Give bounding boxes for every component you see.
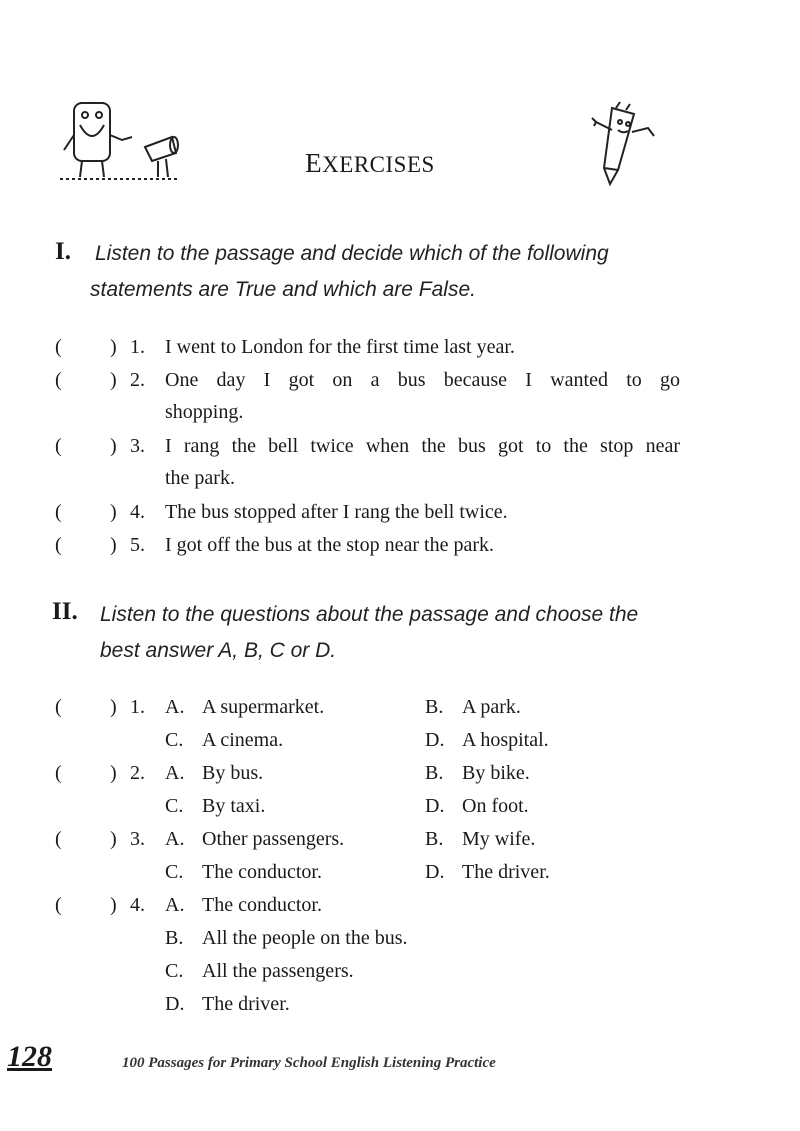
answer-blank-close: ) [110, 336, 117, 358]
option-text: By bus. [202, 762, 264, 784]
answer-blank-close: ) [110, 534, 117, 556]
statement-text: the park. [165, 467, 235, 489]
option-letter: D. [425, 861, 445, 883]
option-letter: A. [165, 894, 185, 916]
question-number: 3. [130, 828, 145, 850]
answer-blank-close: ) [110, 435, 117, 457]
answer-blank-open: ( [55, 534, 62, 556]
statement-text: I went to London for the first time last year. [165, 336, 515, 358]
option-letter: C. [165, 960, 184, 982]
answer-blank-open: ( [55, 696, 62, 718]
option-letter: C. [165, 795, 184, 817]
statement-text: shopping. [165, 401, 244, 423]
page-title: EXERCISES [305, 148, 435, 178]
option-text: My wife. [462, 828, 536, 850]
option-letter: B. [425, 696, 444, 718]
question-number: 2. [130, 762, 145, 784]
answer-blank-close: ) [110, 894, 117, 916]
answer-blank-close: ) [110, 369, 117, 391]
item-number: 2. [130, 369, 145, 391]
option-letter: B. [425, 762, 444, 784]
option-text: The conductor. [202, 894, 322, 916]
option-text: The conductor. [202, 861, 322, 883]
answer-blank-open: ( [55, 369, 62, 391]
option-letter: A. [165, 696, 185, 718]
option-text: The driver. [202, 993, 290, 1015]
option-text: A hospital. [462, 729, 549, 751]
statement-text: The bus stopped after I rang the bell twice. [165, 501, 508, 523]
section-number: I. [55, 238, 71, 265]
option-letter: C. [165, 861, 184, 883]
section-instruction: best answer A, B, C or D. [100, 639, 337, 662]
section-instruction: statements are True and which are False. [90, 278, 476, 301]
answer-blank-open: ( [55, 828, 62, 850]
statement-text: I rang the bell twice when the bus got to the stop near [165, 435, 680, 457]
question-number: 1. [130, 696, 145, 718]
option-text: All the passengers. [202, 960, 354, 982]
answer-blank-close: ) [110, 762, 117, 784]
statement-text: One day I got on a bus because I wanted to go [165, 369, 680, 391]
section-number: II. [52, 598, 78, 625]
option-text: By bike. [462, 762, 530, 784]
section-instruction: Listen to the questions about the passage and choose the [100, 603, 639, 626]
option-letter: D. [425, 795, 445, 817]
option-text: A cinema. [202, 729, 284, 751]
option-text: On foot. [462, 795, 529, 817]
answer-blank-open: ( [55, 501, 62, 523]
answer-blank-open: ( [55, 435, 62, 457]
answer-blank-close: ) [110, 696, 117, 718]
answer-blank-open: ( [55, 894, 62, 916]
answer-blank-close: ) [110, 828, 117, 850]
item-number: 3. [130, 435, 145, 457]
option-text: The driver. [462, 861, 550, 883]
option-text: All the people on the bus. [202, 927, 408, 949]
option-text: By taxi. [202, 795, 266, 817]
option-letter: A. [165, 828, 185, 850]
option-letter: C. [165, 729, 184, 751]
section-instruction: Listen to the passage and decide which of the following [95, 242, 609, 265]
option-letter: B. [425, 828, 444, 850]
book-title: 100 Passages for Primary School English Listening Practice [122, 1055, 496, 1071]
option-text: A park. [462, 696, 521, 718]
option-text: A supermarket. [202, 696, 325, 718]
page-number: 128 [7, 1040, 52, 1073]
option-letter: D. [165, 993, 185, 1015]
option-text: Other passengers. [202, 828, 345, 850]
answer-blank-close: ) [110, 501, 117, 523]
item-number: 4. [130, 501, 145, 523]
answer-blank-open: ( [55, 762, 62, 784]
statement-text: I got off the bus at the stop near the park. [165, 534, 494, 556]
option-letter: B. [165, 927, 184, 949]
option-letter: A. [165, 762, 185, 784]
question-number: 4. [130, 894, 145, 916]
option-letter: D. [425, 729, 445, 751]
item-number: 5. [130, 534, 145, 556]
answer-blank-open: ( [55, 336, 62, 358]
item-number: 1. [130, 336, 145, 358]
